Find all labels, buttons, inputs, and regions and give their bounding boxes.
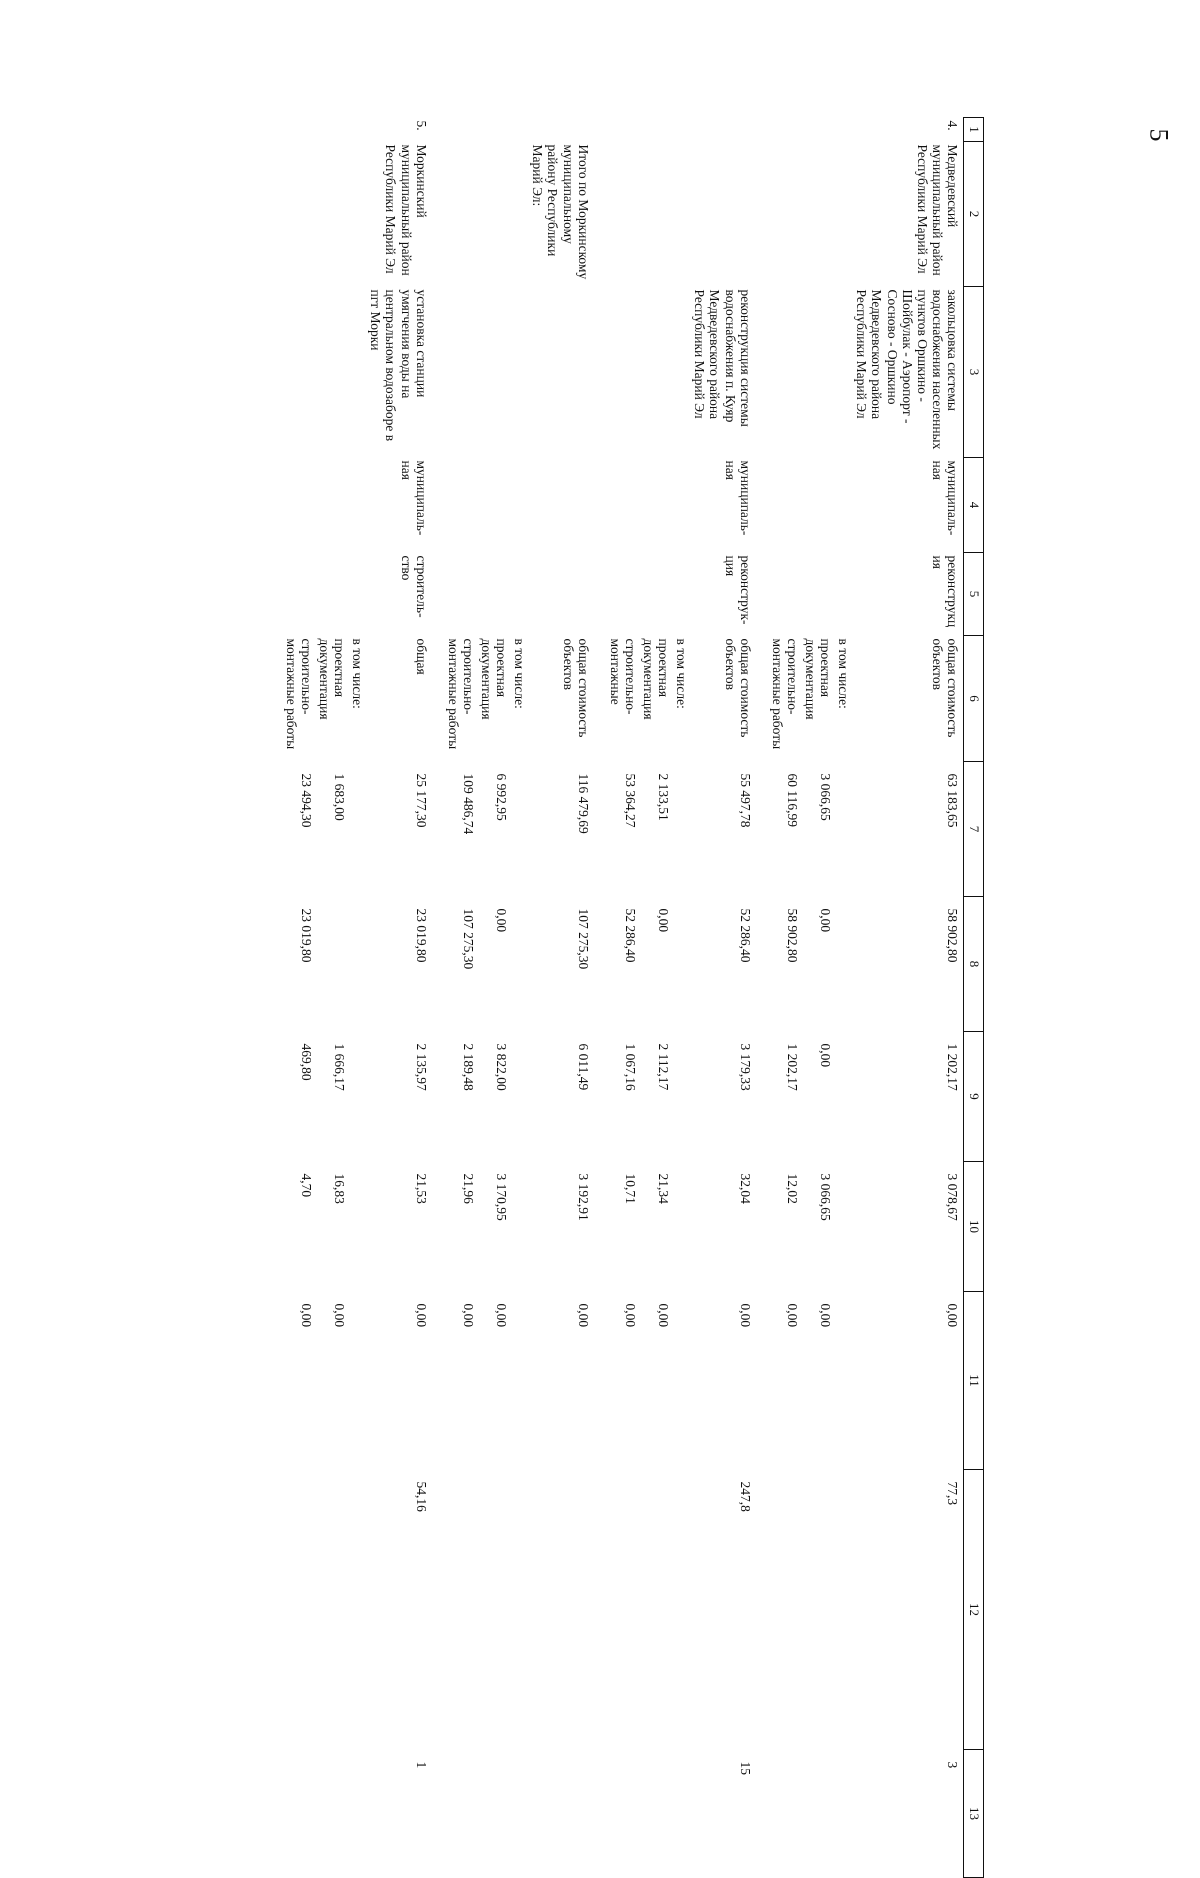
table-cell-c8: 52 286,40: [622, 908, 638, 963]
table-cell-c12: [446, 1470, 479, 1750]
row-gap: [756, 118, 770, 1878]
table-cell-c2: Медведевский муниципальный район Республики Марий Эл: [914, 144, 960, 276]
table-cell-c9: 469,80: [298, 1043, 314, 1081]
table-cell-c3: [803, 287, 836, 458]
table-cell-c5: реконструкц ия: [929, 555, 960, 628]
table-cell-c9: 3 179,33: [737, 1043, 753, 1091]
table-cell-c1: [692, 118, 755, 142]
table-cell-c3: [317, 287, 350, 458]
table-cell-c7: 109 486,74: [460, 773, 476, 835]
table-row: [770, 118, 803, 1878]
table-cell-c2: Моркинский муниципальный район Республики Марий Эл: [383, 144, 429, 276]
table-cell-c10: 3 066,65: [818, 1173, 834, 1221]
table-cell-c6: строительно-монтажные работы: [283, 638, 314, 750]
table-cell-c5: [479, 553, 512, 636]
col-header: 2: [964, 142, 984, 287]
table-cell-c5: [530, 553, 593, 636]
table-cell-c7: 2 133,51: [656, 773, 672, 821]
table-cell-c6: в том числе:: [674, 638, 690, 709]
table-cell-c1: [803, 118, 836, 142]
table-cell-c3: [836, 287, 854, 458]
table-cell-c6: общая стоимость объектов: [722, 638, 753, 738]
table-cell-c2: [674, 142, 692, 287]
table-cell-c4: [446, 458, 479, 553]
table-cell-c3: [674, 287, 692, 458]
table-cell-c4: муниципаль-ная: [722, 460, 753, 536]
gap-cell: [594, 118, 608, 1878]
table-cell-c7: 55 497,78: [737, 773, 753, 828]
table-cell-c12: [770, 1470, 803, 1750]
header-row: [964, 118, 984, 1878]
table-cell-c1: [674, 118, 692, 142]
table-cell-c3: закольцовка системы водоснабжения населенных пунктов Оршкино - Шойбулак - Аэропорт - Сосново - Оршкино Медведевского района Республики Марий Эл: [854, 289, 960, 450]
table-cell-c13: [479, 1750, 512, 1878]
table-cell-c5: [512, 553, 530, 636]
table-cell-c7: 1 683,00: [332, 773, 348, 821]
table-cell-c8: 52 286,40: [737, 908, 753, 963]
table-cell-c7: [350, 762, 368, 897]
table-cell-c4: [284, 458, 317, 553]
table-cell-c7: 60 116,99: [784, 773, 800, 827]
table-cell-c1: [317, 118, 350, 142]
table-cell-c9: 6 011,49: [575, 1043, 591, 1091]
table-cell-c1: [770, 118, 803, 142]
table-cell-c7: [836, 762, 854, 897]
table-cell-c12: [803, 1470, 836, 1750]
table-cell-c4: [803, 458, 836, 553]
table-cell-c1: [350, 118, 368, 142]
table-row: [512, 118, 530, 1878]
table-cell-c5: [674, 553, 692, 636]
table-cell-c10: 12,02: [784, 1173, 800, 1204]
table-cell-c5: [350, 553, 368, 636]
table-cell-c1: [284, 118, 317, 142]
table-cell-c3: [530, 287, 593, 458]
table-row: [350, 118, 368, 1878]
table-cell-c8: 0,00: [494, 908, 510, 933]
table-cell-c8: 107 275,30: [460, 908, 476, 970]
table-cell-c7: [512, 762, 530, 897]
table-cell-c6: общая стоимость объектов: [929, 638, 960, 738]
table-cell-c4: [608, 458, 641, 553]
table-cell-c9: 2 112,17: [656, 1043, 672, 1091]
table-cell-c8: [512, 897, 530, 1032]
table-cell-c7: 6 992,95: [494, 773, 510, 821]
table-cell-c2: [350, 142, 368, 287]
table-cell-c13: [446, 1750, 479, 1878]
table-cell-c1: 5.: [413, 120, 429, 131]
table-cell-c12: [512, 1470, 530, 1750]
table-cell-c11: [512, 1292, 530, 1470]
table-cell-c5: [803, 553, 836, 636]
table-cell-c10: 32,04: [737, 1173, 753, 1204]
table-row: [803, 118, 836, 1878]
col-header: 12: [964, 1470, 984, 1750]
table-cell-c1: 4.: [945, 120, 960, 131]
table-cell-c6: общая стоимость объектов: [560, 638, 591, 738]
table-cell-c1: [641, 118, 674, 142]
table-cell-c7: 23 494,30: [298, 773, 314, 828]
table-cell-c1: [836, 118, 854, 142]
table-cell-c9: [836, 1032, 854, 1162]
table-cell-c11: 0,00: [784, 1303, 800, 1328]
table-cell-c3: [608, 287, 641, 458]
table-cell-c2: [608, 142, 641, 287]
table-cell-c13: [641, 1750, 674, 1878]
table-cell-c4: [479, 458, 512, 553]
col-header: 10: [964, 1162, 984, 1292]
gap-cell: [432, 118, 446, 1878]
table-cell-c7: 3 066,65: [818, 773, 834, 821]
table-cell-c11: [836, 1292, 854, 1470]
table-cell-c8: 23 019,80: [413, 908, 429, 963]
col-header: 1: [964, 118, 984, 142]
table-cell-c10: [350, 1162, 368, 1292]
table-cell-c7: 25 177,30: [413, 773, 429, 828]
table-row: [674, 118, 692, 1878]
table-cell-c13: [317, 1750, 350, 1878]
table-cell-c2: [284, 142, 317, 287]
col-header: 5: [964, 553, 984, 636]
table-cell-c13: [836, 1750, 854, 1878]
table-cell-c5: [284, 553, 317, 636]
table-cell-c5: [317, 553, 350, 636]
table-cell-c11: 0,00: [656, 1303, 672, 1328]
table-cell-c11: 0,00: [818, 1303, 834, 1328]
table-cell-c7: [674, 762, 692, 897]
table-row: [692, 118, 755, 1878]
col-header: 11: [964, 1292, 984, 1470]
table-cell-c11: 0,00: [460, 1303, 476, 1328]
table-cell-c3: [479, 287, 512, 458]
table-row: [284, 118, 317, 1878]
table-cell-c10: 21,34: [656, 1173, 672, 1204]
table-cell-c11: 0,00: [298, 1303, 314, 1328]
table-cell-c4: муниципаль-ная: [929, 460, 960, 536]
table-cell-c4: [641, 458, 674, 553]
table-cell-c2: [512, 142, 530, 287]
table-cell-c2: [479, 142, 512, 287]
table-cell-c2: [803, 142, 836, 287]
table-cell-c6: в том числе:: [512, 638, 528, 709]
table-cell-c8: 0,00: [656, 908, 672, 933]
table-cell-c12: [608, 1470, 641, 1750]
table-cell-c12: [284, 1470, 317, 1750]
table-cell-c3: [284, 287, 317, 458]
col-header: 3: [964, 287, 984, 458]
table-cell-c4: муниципаль-ная: [398, 460, 429, 536]
table-cell-c10: 21,53: [413, 1173, 429, 1204]
table-cell-c9: 1 202,17: [784, 1043, 800, 1091]
table-cell-c6: в том числе:: [350, 638, 366, 709]
table-cell-c11: 0,00: [332, 1303, 348, 1328]
table-cell-c11: 0,00: [494, 1303, 510, 1328]
table-cell-c9: 3 822,00: [494, 1043, 510, 1091]
table-cell-c9: [512, 1032, 530, 1162]
table-cell-c8: 107 275,30: [575, 908, 591, 970]
table-row: [479, 118, 512, 1878]
table-cell-c8: 0,00: [818, 908, 834, 933]
page-number: 5: [1144, 128, 1174, 142]
table-cell-c2: Итого по Моркинскому муниципальному району Республики Марий Эл:: [530, 144, 591, 280]
table-cell-c13: [512, 1750, 530, 1878]
table-cell-c9: 1 202,17: [945, 1043, 960, 1091]
table-cell-c7: 63 183,65: [945, 773, 960, 828]
table-row: [368, 118, 431, 1878]
table-cell-c10: 3 170,95: [494, 1173, 510, 1221]
table-cell-c12: [479, 1470, 512, 1750]
table-cell-c12: [530, 1470, 593, 1750]
col-header: 4: [964, 458, 984, 553]
table-cell-c12: [836, 1470, 854, 1750]
table-cell-c5: [641, 553, 674, 636]
table-cell-c5: [770, 553, 803, 636]
table-cell-c4: [512, 458, 530, 553]
table-cell-c2: [446, 142, 479, 287]
table-row: [317, 118, 350, 1878]
table-cell-c2: [317, 142, 350, 287]
table-cell-c7: 116 479,69: [575, 773, 591, 834]
table-cell-c1: [608, 118, 641, 142]
rotated-table-wrapper: [194, 117, 984, 1820]
table-cell-c4: [350, 458, 368, 553]
table-cell-c10: [836, 1162, 854, 1292]
table-cell-c5: реконструк-ция: [722, 555, 753, 625]
table-cell-c8: 23 019,80: [298, 908, 314, 963]
row-gap: [432, 118, 446, 1878]
table-cell-c6: проектная документация: [479, 638, 510, 720]
table-cell-c6: строительно-монтажные: [607, 638, 638, 715]
table-cell-c4: [836, 458, 854, 553]
table-cell-c6: строительно-монтажные работы: [445, 638, 476, 750]
table-cell-c3: [446, 287, 479, 458]
col-header: 7: [964, 762, 984, 897]
col-header: 13: [964, 1750, 984, 1878]
table-cell-c4: [317, 458, 350, 553]
table-cell-c2: [692, 142, 755, 287]
table-cell-c10: 4,70: [298, 1173, 314, 1198]
table-cell-c2: [836, 142, 854, 287]
table-cell-c11: [350, 1292, 368, 1470]
table-cell-c13: [770, 1750, 803, 1878]
table-row: [854, 118, 963, 1878]
table-cell-c6: проектная документация: [803, 638, 834, 720]
table-cell-c3: [512, 287, 530, 458]
table-cell-c13: [674, 1750, 692, 1878]
table-cell-c11: 0,00: [575, 1303, 591, 1328]
table-cell-c9: [674, 1032, 692, 1162]
table-cell-c9: 1 666,17: [332, 1043, 348, 1091]
table-cell-c3: установка станции умягчения воды на центральном водозаборе в пгт Морки: [368, 289, 429, 442]
table-cell-c9: 2 189,48: [460, 1043, 476, 1091]
col-header: 6: [964, 636, 984, 762]
table-cell-c11: 0,00: [945, 1303, 960, 1328]
table-cell-c11: 0,00: [413, 1303, 429, 1328]
table-row: [530, 118, 593, 1878]
gap-cell: [756, 118, 770, 1878]
table-cell-c11: 0,00: [737, 1303, 753, 1328]
table-cell-c13: [350, 1750, 368, 1878]
table-cell-c3: реконструкция системы водоснабжения п. Куяр Медведевского района Республики Марий Эл: [692, 289, 753, 427]
table-cell-c12: [674, 1470, 692, 1750]
table-row: [608, 118, 641, 1878]
table-cell-c13: [530, 1750, 593, 1878]
row-gap: [594, 118, 608, 1878]
table-cell-c10: 16,83: [332, 1173, 348, 1204]
table-cell-c4: [530, 458, 593, 553]
table-cell-c2: [641, 142, 674, 287]
table-cell-c13: 1: [413, 1761, 429, 1769]
table-row: [641, 118, 674, 1878]
table-row: [446, 118, 479, 1878]
table-cell-c3: [350, 287, 368, 458]
col-header: 8: [964, 897, 984, 1032]
table-cell-c8: 58 902,80: [784, 908, 800, 963]
table-cell-c8: [317, 897, 350, 1032]
table-cell-c9: 0,00: [818, 1043, 834, 1068]
table-cell-c11: [674, 1292, 692, 1470]
table-body: [284, 118, 964, 1878]
table-cell-c12: 77,3: [945, 1481, 960, 1506]
financing-table: [284, 117, 984, 1878]
table-cell-c4: [770, 458, 803, 553]
table-cell-c11: 0,00: [622, 1303, 638, 1328]
table-cell-c13: 15: [737, 1761, 753, 1775]
table-cell-c5: строитель-ство: [398, 555, 429, 618]
table-cell-c13: [608, 1750, 641, 1878]
table-cell-c6: общая: [413, 638, 429, 675]
table-cell-c10: 21,96: [460, 1173, 476, 1204]
table-cell-c12: 54,16: [413, 1481, 429, 1512]
table-cell-c2: [770, 142, 803, 287]
table-cell-c12: [350, 1470, 368, 1750]
table-cell-c13: 3: [945, 1761, 960, 1769]
table-cell-c9: 2 135,97: [413, 1043, 429, 1091]
table-cell-c4: [674, 458, 692, 553]
table-cell-c3: [770, 287, 803, 458]
table-cell-c10: 10,71: [622, 1173, 638, 1204]
table-cell-c5: [608, 553, 641, 636]
table-cell-c13: [803, 1750, 836, 1878]
table-cell-c10: 3 192,91: [575, 1173, 591, 1221]
table-cell-c8: [674, 897, 692, 1032]
table-cell-c3: [641, 287, 674, 458]
table-cell-c13: [284, 1750, 317, 1878]
table-cell-c9: 1 067,16: [622, 1043, 638, 1091]
table-cell-c6: в том числе:: [836, 638, 852, 709]
table-cell-c1: [512, 118, 530, 142]
table-cell-c7: 53 364,27: [622, 773, 638, 828]
table-cell-c6: строительно-монтажные работы: [769, 638, 800, 750]
table-cell-c12: [641, 1470, 674, 1750]
table-cell-c8: 58 902,80: [945, 908, 960, 963]
table-cell-c8: [350, 897, 368, 1032]
table-cell-c9: [350, 1032, 368, 1162]
table-cell-c12: [317, 1470, 350, 1750]
table-cell-c6: проектная документация: [641, 638, 672, 720]
table-cell-c10: [674, 1162, 692, 1292]
table-cell-c10: 3 078,67: [945, 1173, 960, 1221]
table-cell-c1: [530, 118, 593, 142]
table-cell-c1: [479, 118, 512, 142]
table-row: [836, 118, 854, 1878]
table-cell-c10: [512, 1162, 530, 1292]
col-header: 9: [964, 1032, 984, 1162]
table-cell-c12: 247,8: [737, 1481, 753, 1512]
table-cell-c5: [836, 553, 854, 636]
table-cell-c1: [446, 118, 479, 142]
table-cell-c5: [446, 553, 479, 636]
table-cell-c8: [836, 897, 854, 1032]
table-cell-c6: проектная документация: [317, 638, 348, 720]
